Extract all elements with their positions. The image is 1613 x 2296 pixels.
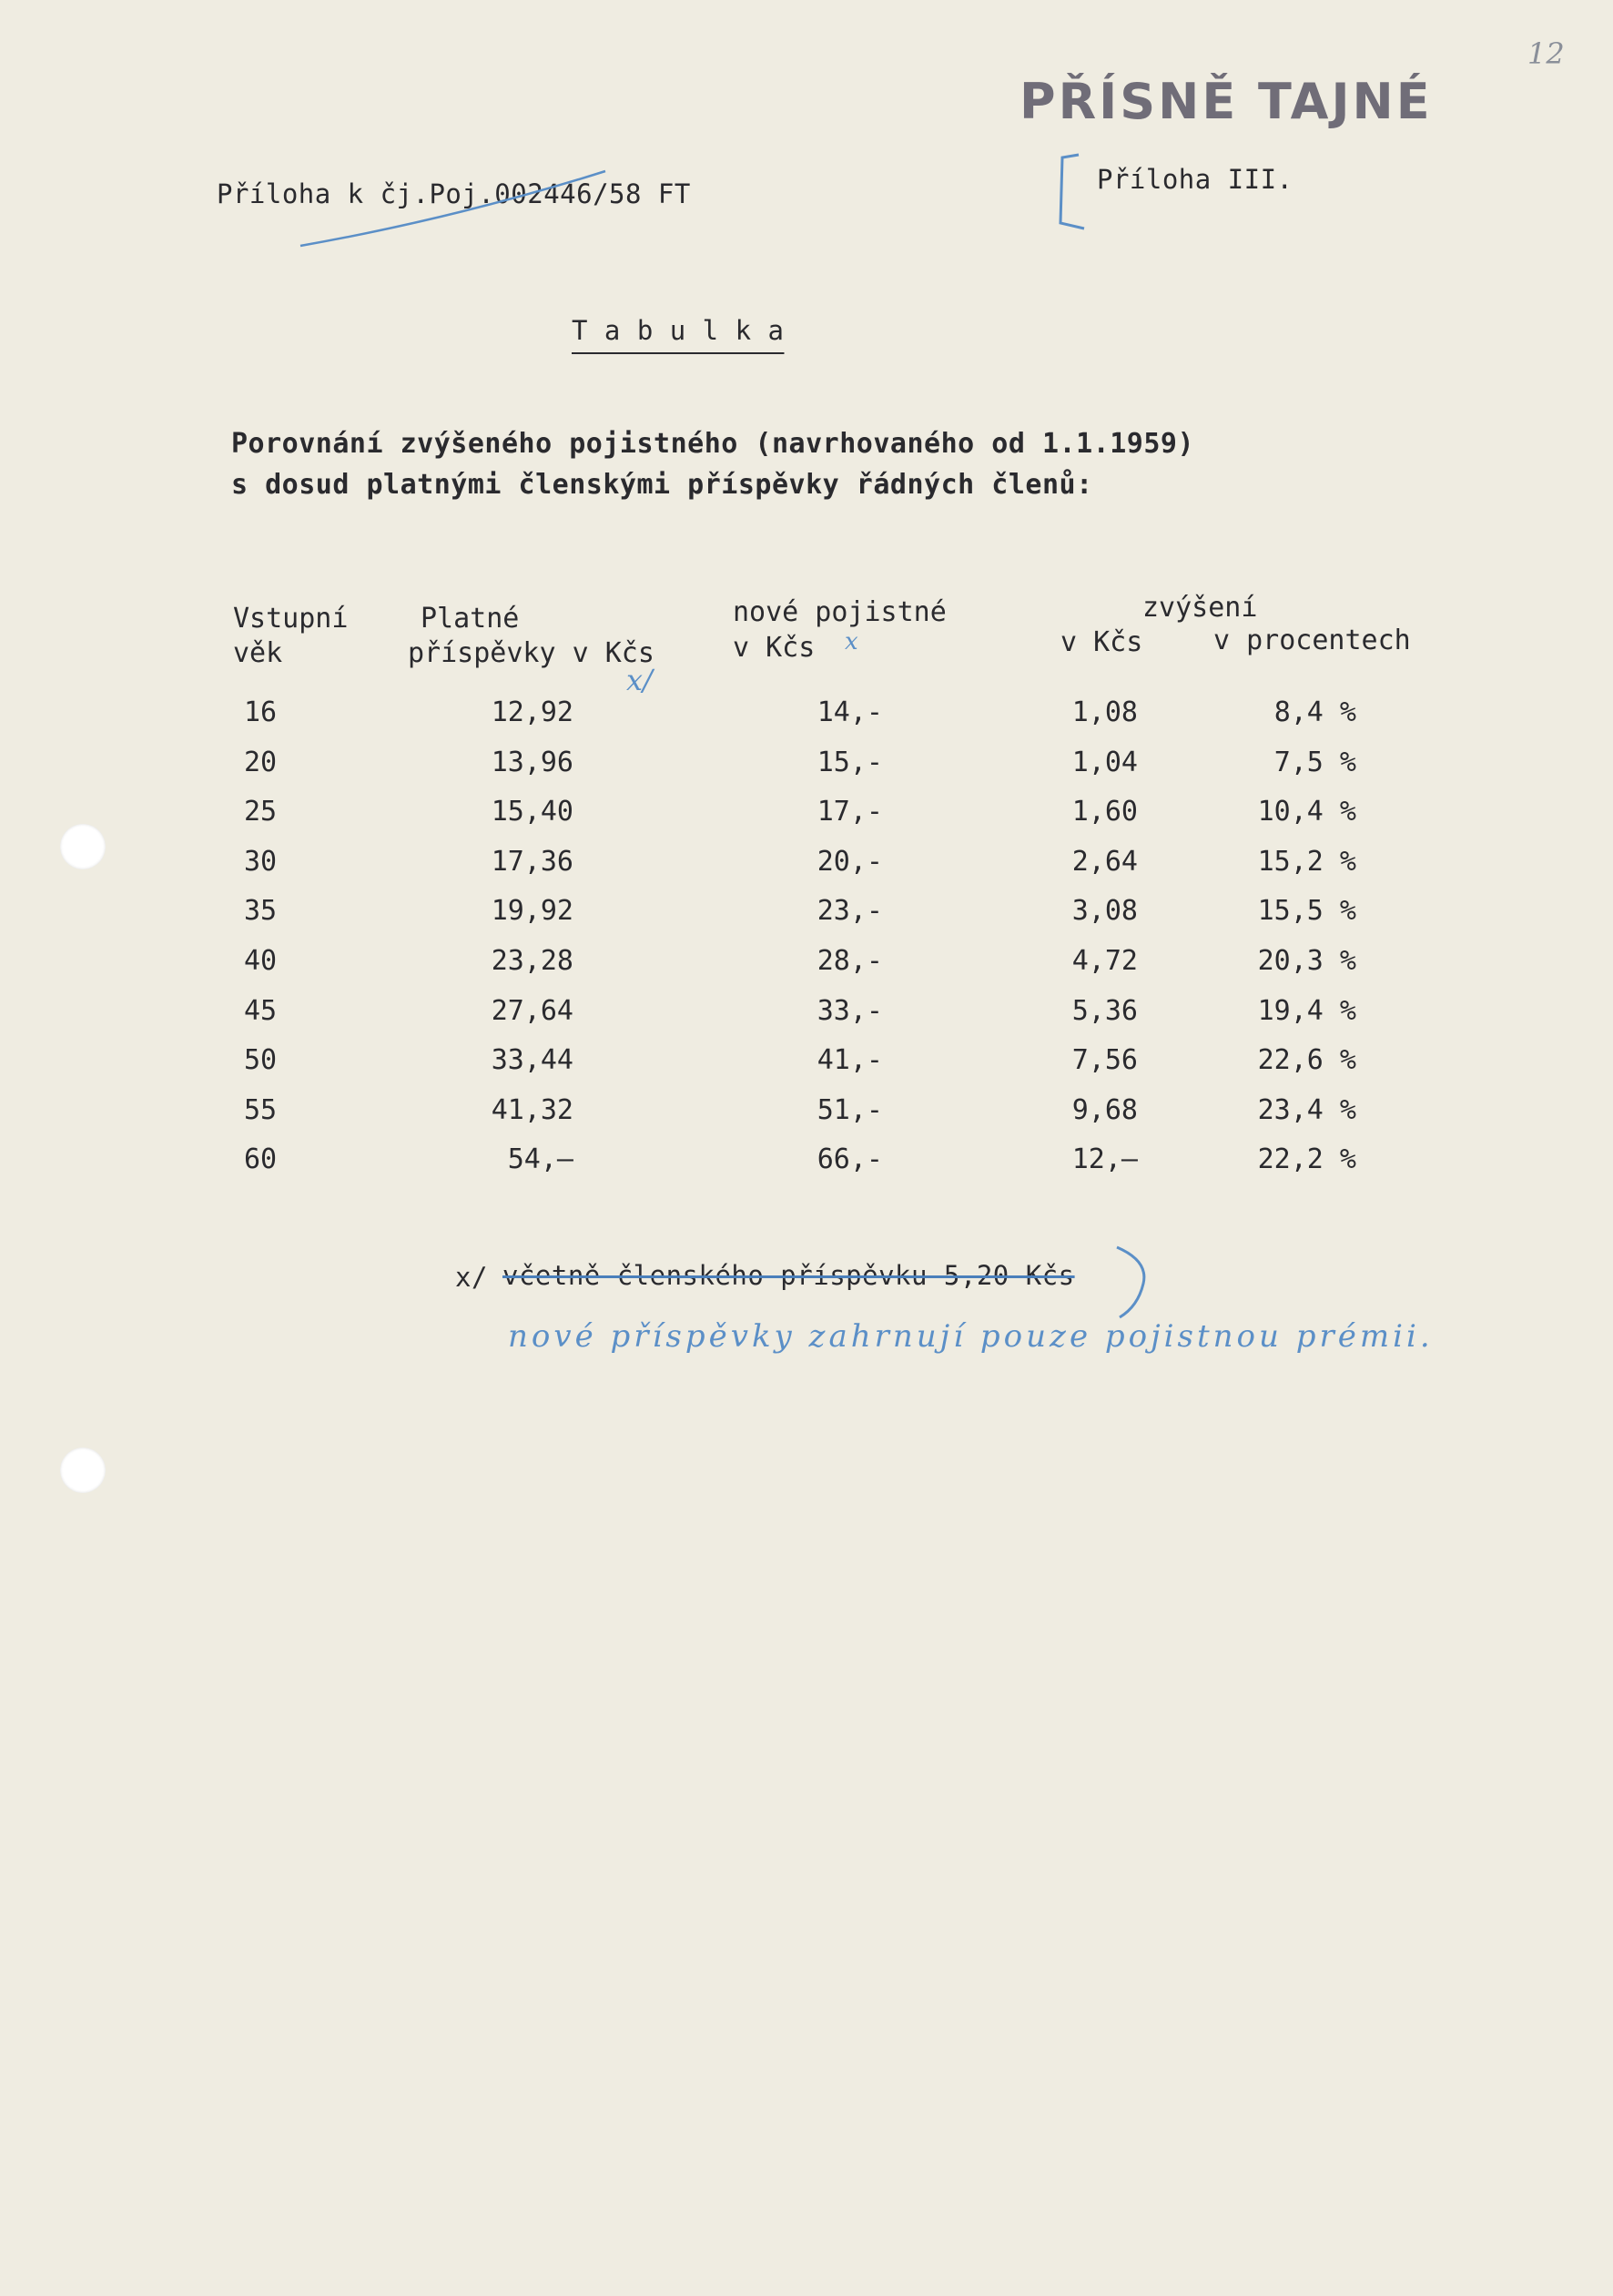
header-current-1: Platné bbox=[421, 603, 520, 635]
header-age-1: Vstupní bbox=[233, 603, 349, 635]
page-number: 12 bbox=[1527, 36, 1565, 71]
bracket-mark bbox=[1051, 150, 1088, 232]
cell-pct: 22,6 % bbox=[1257, 1044, 1356, 1077]
cell-diff: 12,— bbox=[1071, 1143, 1138, 1176]
cell-current: 17,36 bbox=[491, 845, 573, 878]
cell-current: 54,— bbox=[507, 1143, 573, 1176]
cell-diff: 3,08 bbox=[1071, 895, 1138, 928]
cell-pct: 7,5 % bbox=[1273, 746, 1356, 778]
cell-pct: 10,4 % bbox=[1257, 796, 1356, 828]
cell-pct: 23,4 % bbox=[1257, 1093, 1356, 1126]
cell-age: 16 bbox=[244, 696, 278, 728]
cell-new: 14,- bbox=[817, 696, 883, 728]
cell-pct: 20,3 % bbox=[1257, 945, 1356, 977]
attachment-label: Příloha III. bbox=[1097, 164, 1293, 195]
punch-hole bbox=[60, 824, 106, 869]
cell-current: 41,32 bbox=[491, 1093, 573, 1126]
cell-diff: 5,36 bbox=[1071, 994, 1138, 1027]
cell-current: 13,96 bbox=[491, 746, 573, 778]
cell-current: 27,64 bbox=[491, 994, 573, 1027]
cell-age: 55 bbox=[244, 1093, 278, 1126]
cell-pct: 15,2 % bbox=[1257, 845, 1356, 878]
cell-new: 23,- bbox=[817, 895, 883, 928]
cell-diff: 2,64 bbox=[1071, 845, 1138, 878]
cell-current: 15,40 bbox=[491, 796, 573, 828]
cell-age: 45 bbox=[244, 994, 278, 1027]
cell-age: 30 bbox=[244, 845, 278, 878]
cell-new: 33,- bbox=[817, 994, 883, 1027]
header-current-mark: x/ bbox=[626, 663, 653, 697]
header-current-2: příspěvky v Kčs bbox=[408, 637, 654, 669]
cell-current: 23,28 bbox=[491, 945, 573, 977]
cell-pct: 19,4 % bbox=[1257, 994, 1356, 1027]
cell-diff: 4,72 bbox=[1071, 945, 1138, 977]
cell-new: 15,- bbox=[817, 746, 883, 778]
reference-number: Příloha k čj.Poj.002446/58 FT bbox=[217, 178, 691, 209]
cell-age: 50 bbox=[244, 1044, 278, 1077]
header-new-mark: x bbox=[845, 628, 858, 655]
cell-new: 17,- bbox=[817, 796, 883, 828]
header-increase-pct: v procentech bbox=[1213, 625, 1411, 656]
cell-age: 25 bbox=[244, 796, 278, 828]
cell-new: 28,- bbox=[817, 945, 883, 977]
cell-age: 60 bbox=[244, 1143, 278, 1176]
cell-current: 19,92 bbox=[491, 895, 573, 928]
cell-age: 40 bbox=[244, 945, 278, 977]
cell-diff: 1,04 bbox=[1071, 746, 1138, 778]
header-new-2: v Kčs bbox=[733, 632, 816, 664]
punch-hole bbox=[60, 1448, 106, 1493]
cell-current: 12,92 bbox=[491, 696, 573, 728]
cell-pct: 8,4 % bbox=[1273, 696, 1356, 728]
cell-new: 20,- bbox=[817, 845, 883, 878]
footnote-text: včetně členského příspěvku 5,20 Kčs bbox=[502, 1260, 1075, 1291]
cell-new: 66,- bbox=[817, 1143, 883, 1176]
header-increase-kcs: v Kčs bbox=[1060, 626, 1143, 658]
underline-mark bbox=[291, 164, 619, 255]
footnote-bracket bbox=[1112, 1243, 1158, 1325]
cell-new: 51,- bbox=[817, 1093, 883, 1126]
cell-new: 41,- bbox=[817, 1044, 883, 1077]
cell-diff: 7,56 bbox=[1071, 1044, 1138, 1077]
cell-diff: 9,68 bbox=[1071, 1093, 1138, 1126]
description-line-2: s dosud platnými členskými příspěvky řádných členů: bbox=[231, 469, 1093, 501]
cell-age: 20 bbox=[244, 746, 278, 778]
classification-stamp: PŘÍSNĚ TAJNÉ bbox=[1020, 73, 1433, 130]
table-title: T a b u l k a bbox=[572, 315, 785, 346]
header-new-1: nové pojistné bbox=[733, 596, 947, 628]
cell-diff: 1,60 bbox=[1071, 796, 1138, 828]
description-line-1: Porovnání zvýšeného pojistného (navrhovaného od 1.1.1959) bbox=[231, 428, 1195, 460]
handwritten-note: nové příspěvky zahrnují pouze pojistnou prémii. bbox=[508, 1318, 1434, 1355]
cell-pct: 15,5 % bbox=[1257, 895, 1356, 928]
cell-pct: 22,2 % bbox=[1257, 1143, 1356, 1176]
header-increase: zvýšení bbox=[1142, 592, 1258, 624]
cell-age: 35 bbox=[244, 895, 278, 928]
footnote-mark: x/ bbox=[455, 1262, 488, 1293]
header-age-2: věk bbox=[233, 637, 283, 669]
cell-current: 33,44 bbox=[491, 1044, 573, 1077]
cell-diff: 1,08 bbox=[1071, 696, 1138, 728]
